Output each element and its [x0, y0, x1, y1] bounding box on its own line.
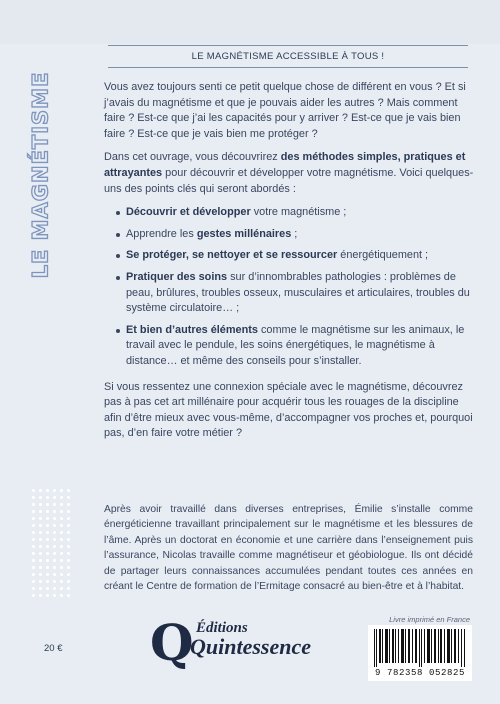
- list-item: Découvrir et développer votre magnétisme ;: [116, 205, 476, 221]
- price: 20 €: [44, 643, 63, 654]
- key-points-list: [116, 205, 476, 369]
- method-text-b: pour découvrir et développer votre magnétisme. Voici quelques-uns des points clés qui seront abordés :: [104, 166, 474, 195]
- logo-editions: Éditions: [196, 620, 248, 636]
- list-item: Apprendre les gestes millénaires ;: [116, 227, 476, 243]
- method-text-bold: des méthodes simples, pratiques et attrayantes: [104, 151, 466, 179]
- dot-pattern-decoration: [30, 487, 72, 597]
- isbn-number: 9 782358 052825: [374, 668, 465, 678]
- closing-paragraph: Si vous ressentez une connexion spéciale avec le magnétisme, découvrez pas à pas cet art millénaire pour acquérir tous les rouages de la discipline afin d’être mieux avec vous-même, d’accompagner vos proches et, pourquoi pas, d’en faire votre métier ?: [104, 380, 473, 440]
- printed-in-note: Livre imprimé en France: [389, 615, 470, 624]
- barcode-panel: [368, 625, 472, 681]
- method-paragraph: [104, 150, 476, 197]
- author-bio: Après avoir travaillé dans diverses entreprises, Émilie s’installe comme énergéticienne travaillant principalement sur le magnétisme et les blessures de l’âme. Après un doctorat en économie et une carrière dans l’enseignement puis l’assurance, Nicolas travaille comme magnétiseur et géobiologue. Ils ont décidé de partager leurs connaissances accumulées pendant toutes ces années en créant le Centre de formation de l’Ermitage consacré au bien-être et à l’habitat.: [104, 504, 473, 593]
- list-item: Et bien d’autres éléments comme le magnétisme sur les animaux, le travail avec le pendule, les soins énergétiques, le magnétisme à distance… et même des conseils pour s’installer.: [116, 323, 476, 370]
- header-title: LE MAGNÉTISME ACCESSIBLE À TOUS !: [191, 51, 385, 62]
- intro-paragraph: Vous avez toujours senti ce petit quelque chose de différent en vous ? Et si j’avais du magnétisme et que je pouvais aider les autres ? Mais comment faire ? Est-ce que j’ai les capacités pour y arriver ? Est-ce que je vais bien faire ? Est-ce que je vais bien me protéger ?: [104, 81, 466, 140]
- header-rule-top: [108, 45, 468, 46]
- spine-title-block: [12, 71, 68, 279]
- logo-quintessence: Quintessence: [190, 634, 311, 659]
- publisher-logo: [150, 613, 370, 676]
- method-text-a: Dans cet ouvrage, vous découvrirez: [104, 151, 281, 164]
- back-cover-text: [104, 80, 476, 450]
- top-band: [0, 0, 500, 44]
- spine-title: LE MAGNÉTISME: [28, 71, 53, 279]
- header-rule-bottom: [108, 67, 468, 68]
- barcode-icon: [374, 629, 466, 667]
- list-item: Se protéger, se nettoyer et se ressourcer énergétiquement ;: [116, 248, 476, 264]
- logo-q-mark: Q: [150, 613, 194, 672]
- list-item: Pratiquer des soins sur d’innombrables pathologies : problèmes de peau, brûlures, troubles osseux, musculaires et articulaires, troubles du système circulatoire… ;: [116, 270, 476, 317]
